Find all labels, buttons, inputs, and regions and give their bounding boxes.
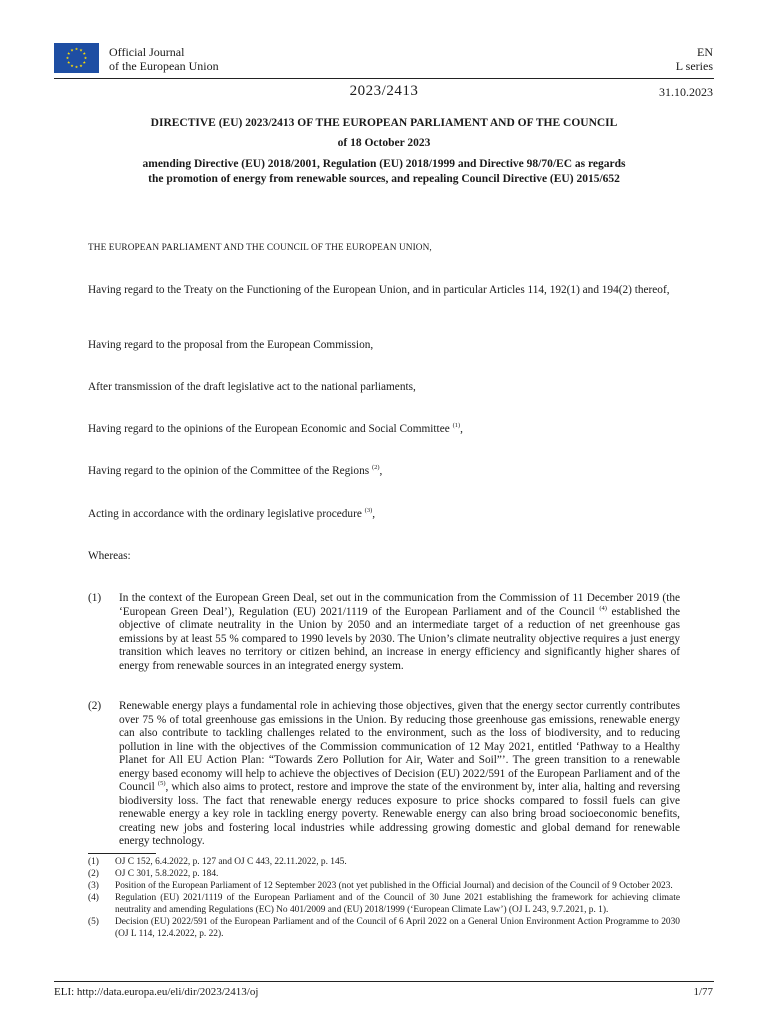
- recital-1-text: [119, 592, 680, 673]
- journal-title: [109, 45, 219, 73]
- eu-star-icon: [84, 56, 87, 59]
- recital-2-text-a: Renewable energy plays a fundamental role in achieving those objectives, given that the energy sector currently contributes over 75 % of total greenhouse gas emissions in the Union. By reducing those greenhouse gas emissions, renewable energy can also contribute to tackling challenges related to the environment, such as the loss of biodiversity, and to reducing pollution in line with the objectives of the Commission communication of 12 May 2021, entitled ‘Pathway to a Healthy Planet for All EU Action Plan: “Towards Zero Pollution for Air, Water and Soil”’. The green transition to a renewable energy based economy will help to achieve the objectives of Decision (EU) 2022/591 of the European Parliament and of the Council: [119, 700, 681, 793]
- footer-divider: [54, 981, 714, 982]
- recital-1: [88, 592, 680, 673]
- recital-1-text-a: In the context of the European Green Deal, set out in the communication from the Commission of 11 December 2019 (the ‘European Green Deal’), Regulation (EU) 2021/1119 of the European Parliament and of the Council: [119, 592, 680, 618]
- journal-title-line1: Official Journal: [109, 45, 185, 59]
- footnote-4-number: (4): [88, 893, 99, 904]
- recital-2-text: [119, 700, 680, 849]
- title-subject-line-2: the promotion of energy from renewable sources, and repealing Council Directive (EU) 2015/652: [148, 173, 620, 185]
- citation-cor: Having regard to the opinion of the Committee of the Regions $^{(2)}$,: [88, 464, 383, 477]
- eu-stars-icon: [54, 43, 99, 73]
- title-date: of 18 October 2023: [337, 137, 431, 149]
- citation-cor-text: Having regard to the opinion of the Committee of the Regions: [88, 465, 370, 477]
- eu-star-icon: [70, 49, 73, 52]
- title-line-1: DIRECTIVE (EU) 2023/2413 OF THE EUROPEAN PARLIAMENT AND OF THE COUNCIL: [150, 117, 618, 129]
- language-code: EN: [697, 45, 713, 59]
- citation-proposal: Having regard to the proposal from the European Commission,: [88, 339, 374, 351]
- footnote-divider: [88, 853, 156, 854]
- footnote-4: [88, 893, 680, 916]
- footnote-4-text: Regulation (EU) 2021/1119 of the European Parliament and of the Council of 30 June 2021 establishing the framework for achieving climate neutrality and amending Regulations (EC) No 401/2009 and (EU) 2018/1999 (‘European Climate Law’) (OJ L 243, 9.7.2021, p. 1).: [115, 893, 680, 915]
- eu-star-icon: [75, 65, 78, 68]
- document-number: 2023/2413: [349, 83, 419, 99]
- citation-eesc-text: Having regard to the opinions of the European Economic and Social Committee: [88, 423, 450, 435]
- title-subject-line-1: amending Directive (EU) 2018/2001, Regulation (EU) 2018/1999 and Directive 98/70/EC as regards: [142, 158, 626, 170]
- footnote-3: [88, 881, 680, 893]
- footnote-5: [88, 917, 680, 940]
- preamble: THE EUROPEAN PARLIAMENT AND THE COUNCIL OF THE EUROPEAN UNION,: [88, 243, 432, 253]
- page-number: 1/77: [693, 986, 713, 998]
- recital-1-number: (1): [88, 592, 102, 604]
- footnote-2-number: (2): [88, 869, 99, 880]
- footnote-ref-1[interactable]: (1): [452, 422, 461, 430]
- citation-eesc: Having regard to the opinions of the European Economic and Social Committee $^{(1)}$,: [88, 422, 463, 435]
- footnote-1: [88, 857, 680, 869]
- header-series-info: [676, 45, 713, 73]
- footnote-ref-2[interactable]: (2): [371, 464, 380, 472]
- recital-2: [88, 700, 680, 849]
- eli-link[interactable]: ELI: http://data.europa.eu/eli/dir/2023/2413/oj: [54, 986, 259, 998]
- header-divider: [54, 78, 714, 79]
- footnote-1-text: OJ C 152, 6.4.2022, p. 127 and OJ C 443, 22.11.2022, p. 145.: [115, 857, 347, 867]
- eu-star-icon: [75, 47, 78, 50]
- eu-flag-icon: [54, 43, 99, 73]
- footnote-3-text: Position of the European Parliament of 12 September 2023 (not yet published in the Official Journal) and decision of the Council of 9 October 2023.: [115, 881, 673, 892]
- footnotes: [88, 857, 680, 941]
- footnote-ref-4[interactable]: (4): [599, 604, 607, 612]
- citation-procedure-text: Acting in accordance with the ordinary legislative procedure: [88, 508, 362, 520]
- eu-star-icon: [66, 56, 69, 59]
- series-label: L series: [675, 59, 713, 73]
- eu-star-icon: [79, 64, 82, 67]
- footnote-2: [88, 869, 680, 881]
- directive-title: [88, 116, 680, 187]
- footnote-5-text: Decision (EU) 2022/591 of the European Parliament and of the Council of 6 April 2022 on a General Union Environment Action Programme to 2030 (OJ L 114, 12.4.2022, p. 22).: [115, 916, 680, 939]
- footnote-2-text: OJ C 301, 5.8.2022, p. 184.: [115, 869, 219, 880]
- footnote-ref-3[interactable]: (3): [364, 507, 373, 515]
- eu-star-icon: [79, 49, 82, 52]
- journal-title-line2: of the European Union: [109, 59, 219, 73]
- eu-star-icon: [67, 61, 70, 64]
- citation-procedure: Acting in accordance with the ordinary legislative procedure $^{(3)}$,: [88, 507, 376, 520]
- publication-date: 31.10.2023: [659, 85, 713, 99]
- footnote-1-number: (1): [88, 857, 99, 867]
- recital-2-text-b: , which also aims to protect, restore and improve the state of the environment by, inter alia, halting and reversing biodiversity loss. The fact that renewable energy reduces exposure to price shocks compared to fossil fuels can give renewable energy a key role in tackling energy poverty. Renewable energy can also bring broad socioeconomic benefits, creating new jobs and fostering local industries while addressing growing domestic and global demand for renewable energy technology.: [119, 781, 681, 847]
- eu-star-icon: [70, 64, 73, 67]
- footnote-3-number: (3): [88, 881, 99, 892]
- footnote-ref-5[interactable]: (5): [157, 780, 166, 788]
- footnote-5-number: (5): [88, 916, 99, 927]
- citation-transmission: After transmission of the draft legislative act to the national parliaments,: [88, 381, 416, 393]
- eu-star-icon: [83, 52, 86, 55]
- recital-1-text-b: established the objective of climate neutrality in the Union by 2050 and an intermediate target of a reduction of net greenhouse gas emissions by at least 55 % compared to 1990 levels by 2030. The Union’s climate neutrality objective requires a just energy transition which leaves no territory or citizen behind, an increase in energy efficiency and significantly higher shares of energy from renewable sources in an integrated energy system.: [119, 605, 680, 672]
- whereas-heading: Whereas:: [88, 550, 131, 562]
- citation-treaty: Having regard to the Treaty on the Functioning of the European Union, and in particular Articles 114, 192(1) and 194(2) thereof,: [88, 284, 670, 296]
- eu-star-icon: [67, 52, 70, 55]
- recital-2-number: (2): [88, 700, 102, 712]
- eu-star-icon: [83, 61, 86, 64]
